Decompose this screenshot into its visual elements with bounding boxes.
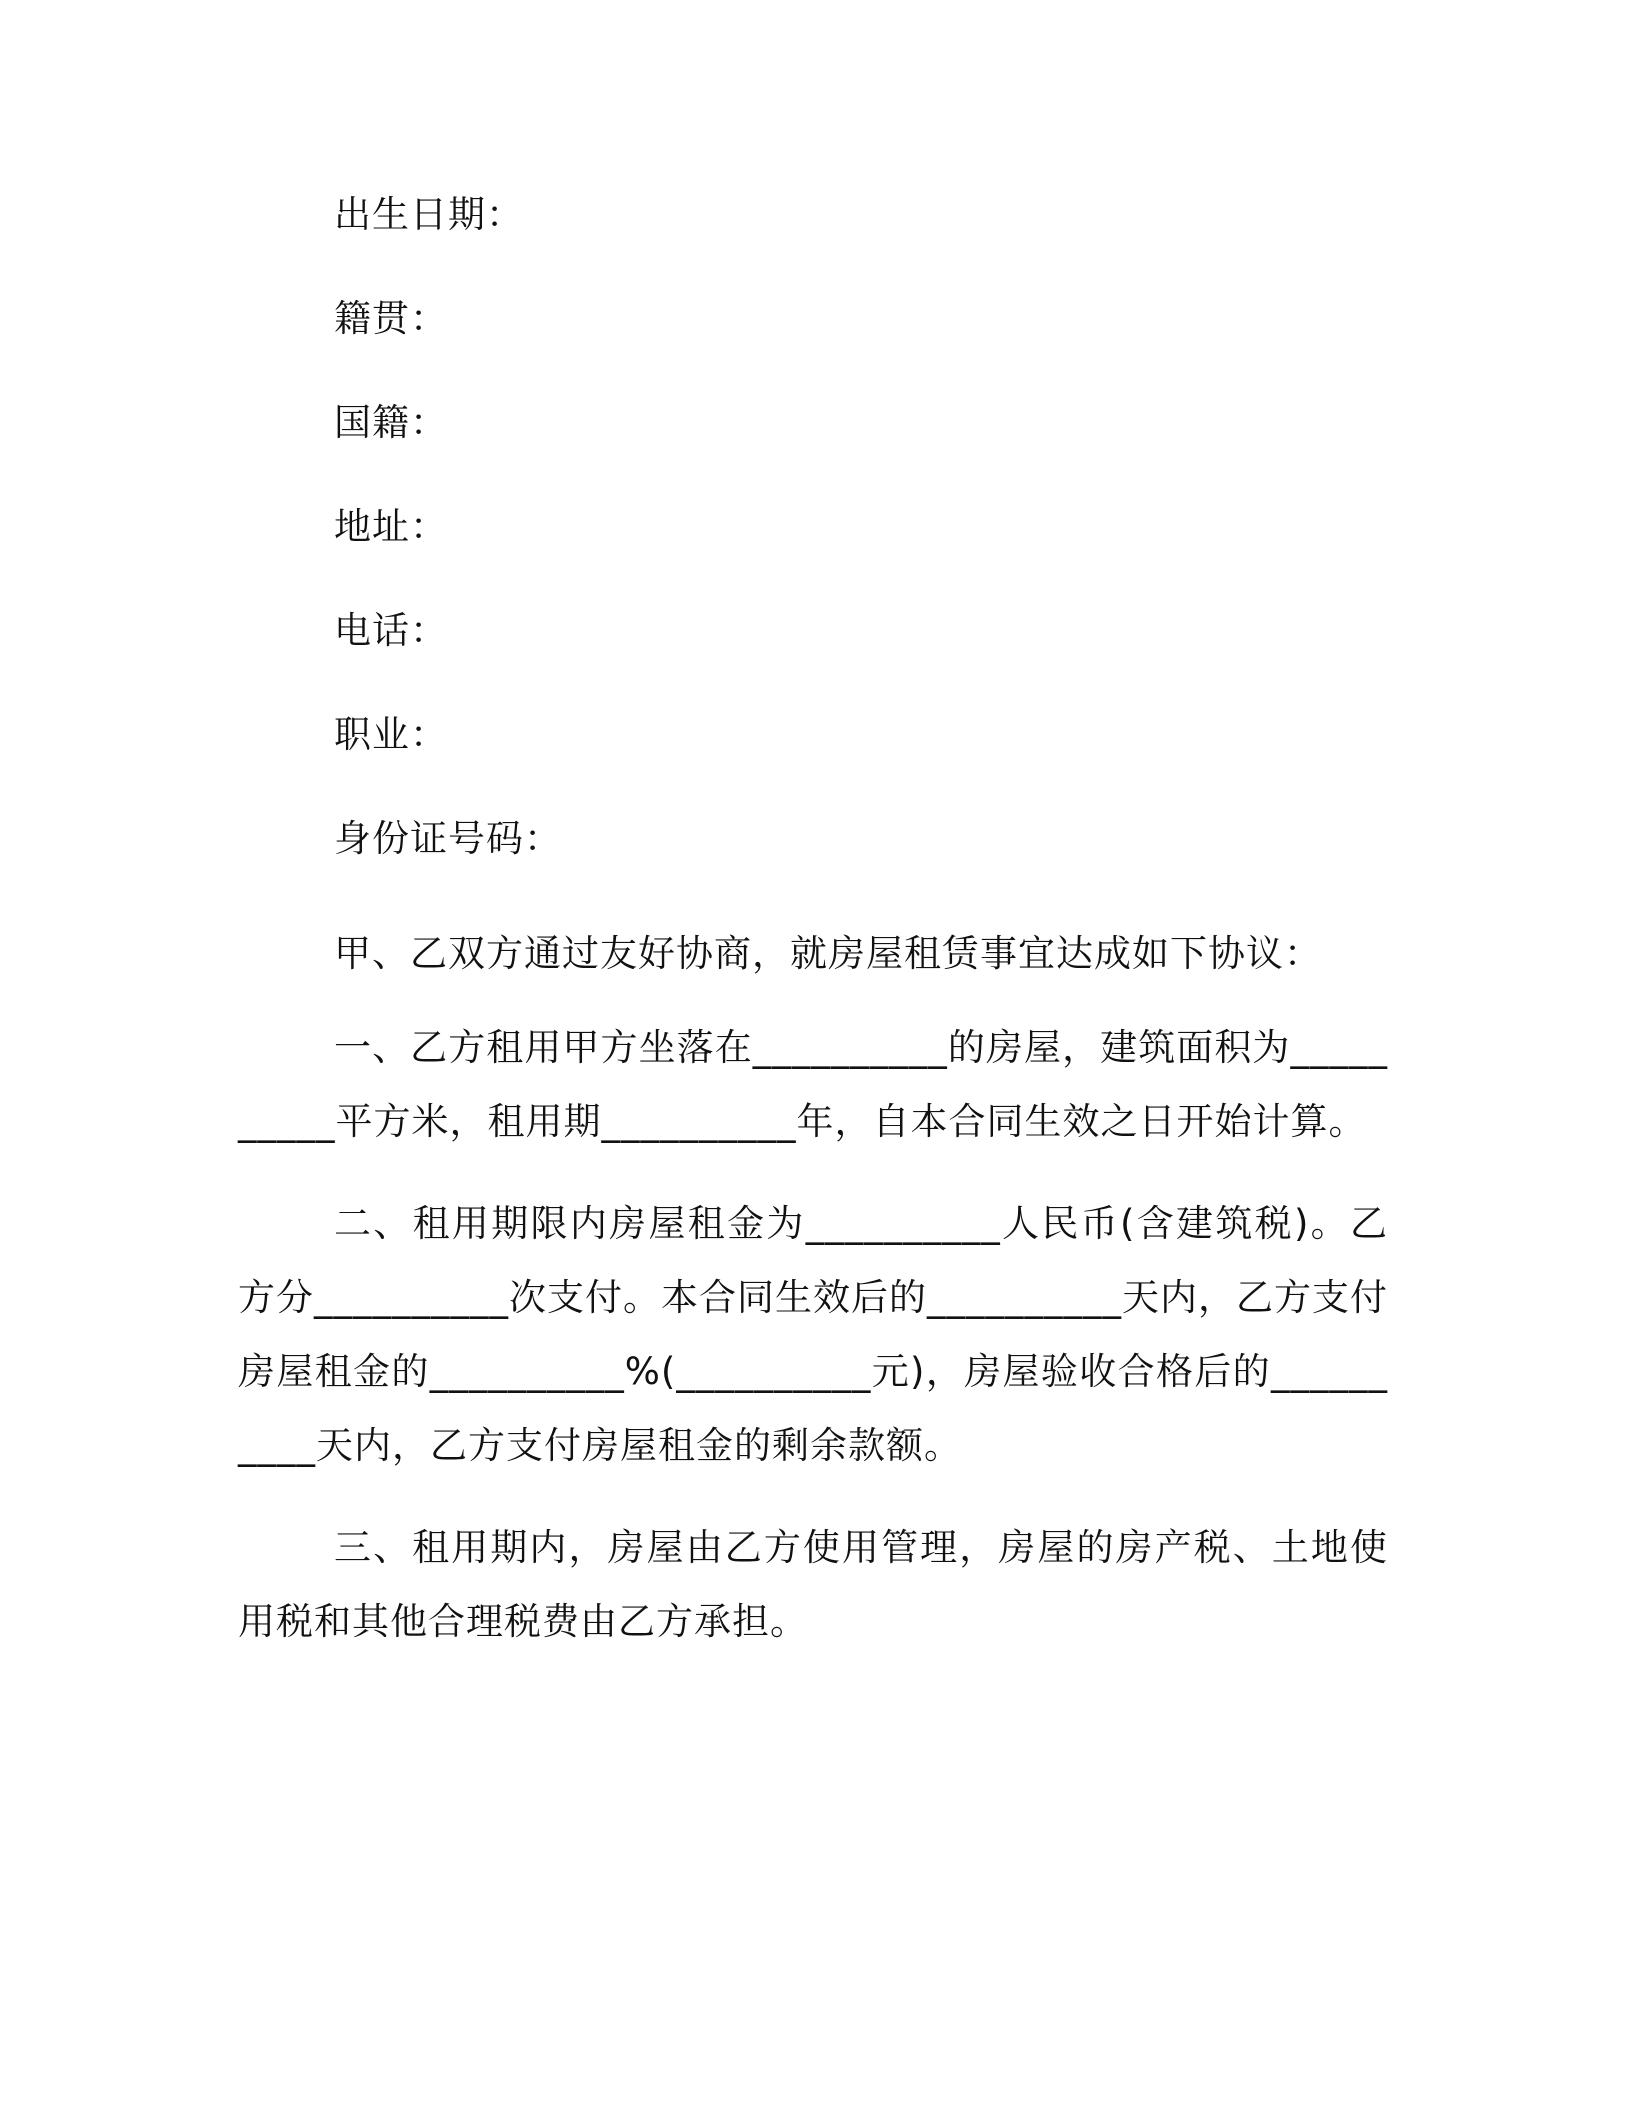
field-native-place: 籍贯： (334, 297, 448, 340)
personal-info-fields (334, 190, 1334, 918)
clause-2: 二、租用期限内房屋租金为__________人民币(含建筑税)。乙方分__________次支付。本合同生效后的__________天内，乙方支付房屋租金的__________%(__________元)，房屋验收合格后的__________天内，乙方支付房屋租金的剩余款额。 (238, 1202, 1388, 1467)
field-phone: 电话： (334, 609, 448, 652)
field-occupation: 职业： (334, 713, 448, 756)
agreement-body (238, 917, 1388, 1687)
field-birth-date: 出生日期： (334, 193, 524, 236)
clause-1: 一、乙方租用甲方坐落在__________的房屋，建筑面积为__________平方米，租用期__________年，自本合同生效之日开始计算。 (238, 1026, 1388, 1143)
clause-3: 三、租用期内，房屋由乙方使用管理，房屋的房产税、土地使用税和其他合理税费由乙方承担。 (238, 1526, 1388, 1643)
field-address: 地址： (334, 505, 448, 548)
field-id-number: 身份证号码： (334, 817, 562, 860)
intro-paragraph: 甲、乙双方通过友好协商，就房屋租赁事宜达成如下协议： (334, 932, 1322, 975)
field-nationality: 国籍： (334, 401, 448, 444)
